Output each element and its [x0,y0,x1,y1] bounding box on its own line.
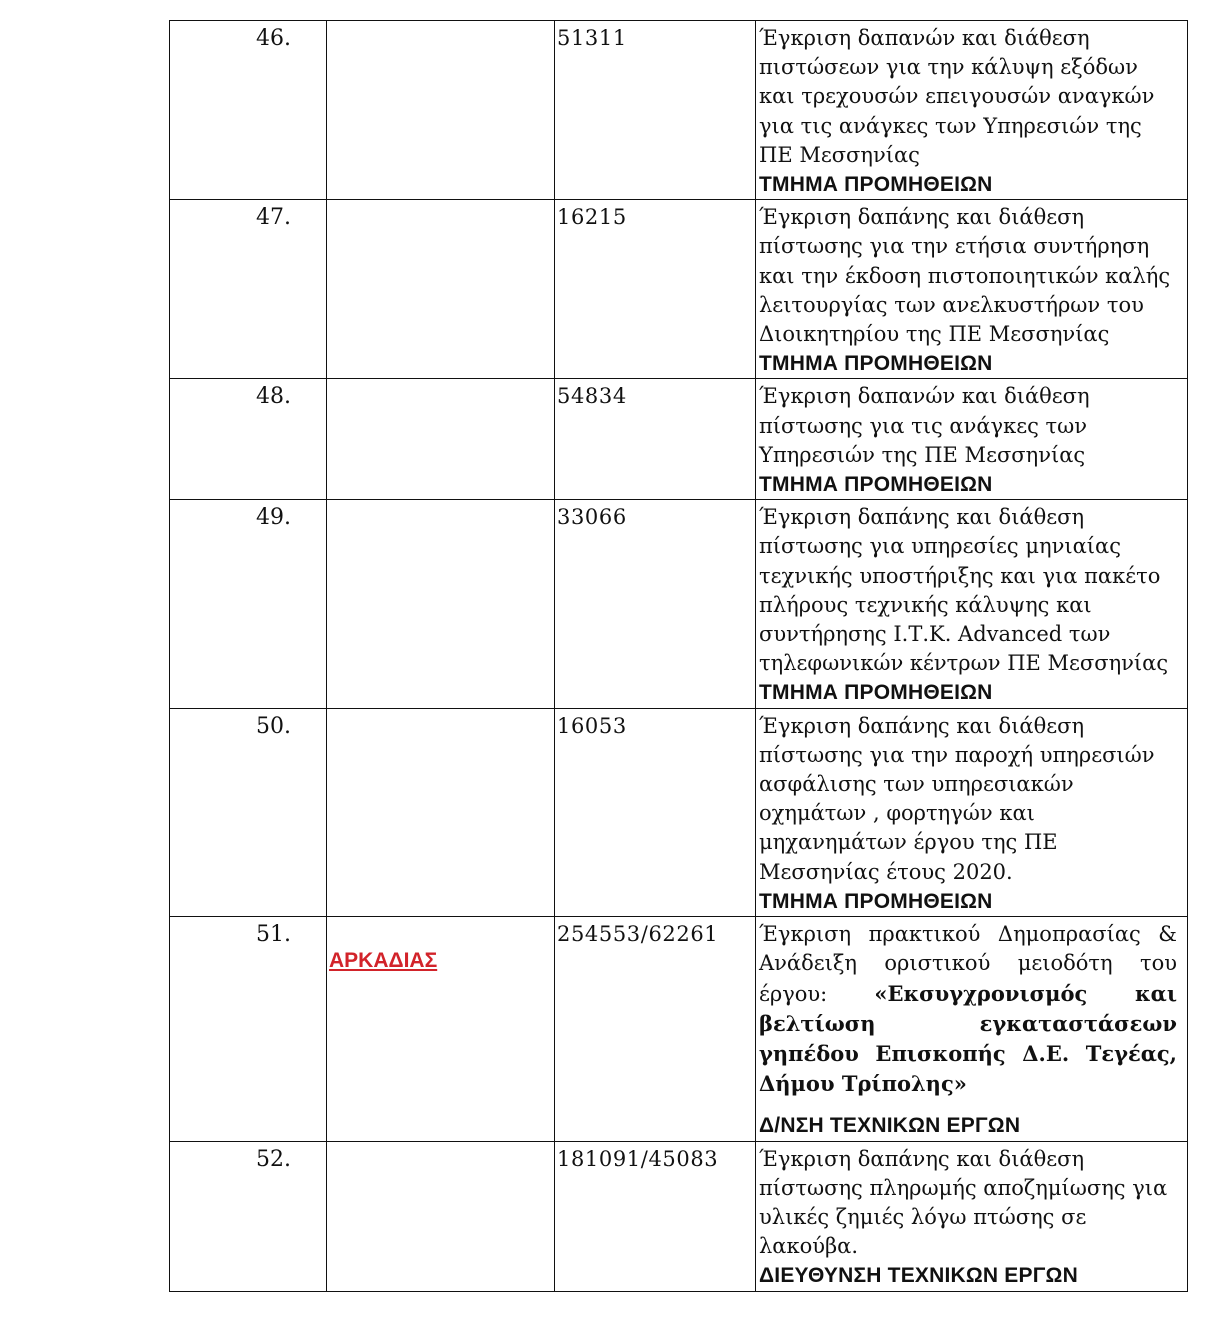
item-number: 48. [170,379,327,500]
protocol-number: 16215 [555,200,756,379]
agenda-table [169,20,1188,1292]
item-number: 51. [170,917,327,1141]
table-row [170,500,1188,708]
item-description: Έγκριση δαπάνης και διάθεση πίστωσης για υπηρεσίες μηνιαίας τεχνικής υποστήριξης και για πακέτο πλήρους τεχνικής κάλυψης και συντήρησης Ι.Τ.Κ. Advanced των τηλεφωνικών κέντρων ΠΕ Μεσσηνίας [759,505,1169,676]
table-row [170,1141,1188,1291]
protocol-number: 181091/45083 [555,1141,756,1291]
item-number: 50. [170,708,327,916]
table-row [170,200,1188,379]
department-label: ΤΜΗΜΑ ΠΡΟΜΗΘΕΙΩΝ [759,352,993,376]
description-cell [756,917,1188,1141]
department-label: ΔΙΕΥΘΥΝΣΗ ΤΕΧΝΙΚΩΝ ΕΡΓΩΝ [759,1264,1078,1288]
description-cell [756,200,1188,379]
item-description: Έγκριση δαπάνης και διάθεση πίστωσης πληρωμής αποζημίωσης για υλικές ζημιές λόγω πτώσης σε λακούβα. [759,1146,1168,1259]
description-cell [756,21,1188,200]
protocol-number: 16053 [555,708,756,916]
item-number: 49. [170,500,327,708]
region-cell [327,708,555,916]
protocol-number: 33066 [555,500,756,708]
table-row [170,917,1188,1141]
department-label: ΤΜΗΜΑ ΠΡΟΜΗΘΕΙΩΝ [759,889,993,913]
region-heading: ΑΡΚΑΔΙΑΣ [329,949,438,973]
item-description: Έγκριση δαπανών και διάθεση πιστώσεων για την κάλυψη εξόδων και τρεχουσών επειγουσών αναγκών για τις ανάγκες των Υπηρεσιών της ΠΕ Μεσσηνίας [759,26,1155,167]
spacer [759,1099,1177,1111]
description-intro: Έγκριση πρακτικού Δημοπρασίας & Ανάδειξη οριστικού μειοδότη του έργου: [759,922,1177,1006]
protocol-number: 254553/62261 [555,917,756,1141]
department-label: ΤΜΗΜΑ ΠΡΟΜΗΘΕΙΩΝ [759,473,993,497]
item-description: Έγκριση δαπάνης και διάθεση πίστωσης για την ετήσια συντήρηση και την έκδοση πιστοποιητικών καλής λειτουργίας των ανελκυστήρων του Διοικητηρίου της ΠΕ Μεσσηνίας [759,205,1171,347]
item-number: 47. [170,200,327,379]
table-row [170,21,1188,200]
protocol-number: 51311 [555,21,756,200]
project-title: «Εκσυγχρονισμός και βελτίωση εγκαταστάσεων γηπέδου Επισκοπής Δ.Ε. Τεγέας, Δήμου Τρίπολης» [759,980,1178,1097]
region-cell [327,21,555,200]
department-label: Δ/ΝΣΗ ΤΕΧΝΙΚΩΝ ΕΡΓΩΝ [759,1114,1021,1138]
protocol-number: 54834 [555,379,756,500]
description-cell [756,500,1188,708]
department-label: ΤΜΗΜΑ ΠΡΟΜΗΘΕΙΩΝ [759,681,993,705]
item-description [759,920,1177,1099]
region-cell [327,379,555,500]
region-cell [327,200,555,379]
item-number: 52. [170,1141,327,1291]
item-number: 46. [170,21,327,200]
table-row [170,379,1188,500]
item-description: Έγκριση δαπάνης και διάθεση πίστωσης για την παροχή υπηρεσιών ασφάλισης των υπηρεσιακών οχημάτων , φορτηγών και μηχανημάτων έργου της ΠΕ Μεσσηνίας έτους 2020. [759,713,1155,884]
region-cell [327,500,555,708]
table-row [170,708,1188,916]
description-cell [756,379,1188,500]
region-cell [327,917,555,1141]
department-label: ΤΜΗΜΑ ΠΡΟΜΗΘΕΙΩΝ [759,173,993,197]
item-description: Έγκριση δαπανών και διάθεση πίστωσης για τις ανάγκες των Υπηρεσιών της ΠΕ Μεσσηνίας [759,384,1090,467]
description-cell [756,708,1188,916]
description-cell [756,1141,1188,1291]
region-cell [327,1141,555,1291]
